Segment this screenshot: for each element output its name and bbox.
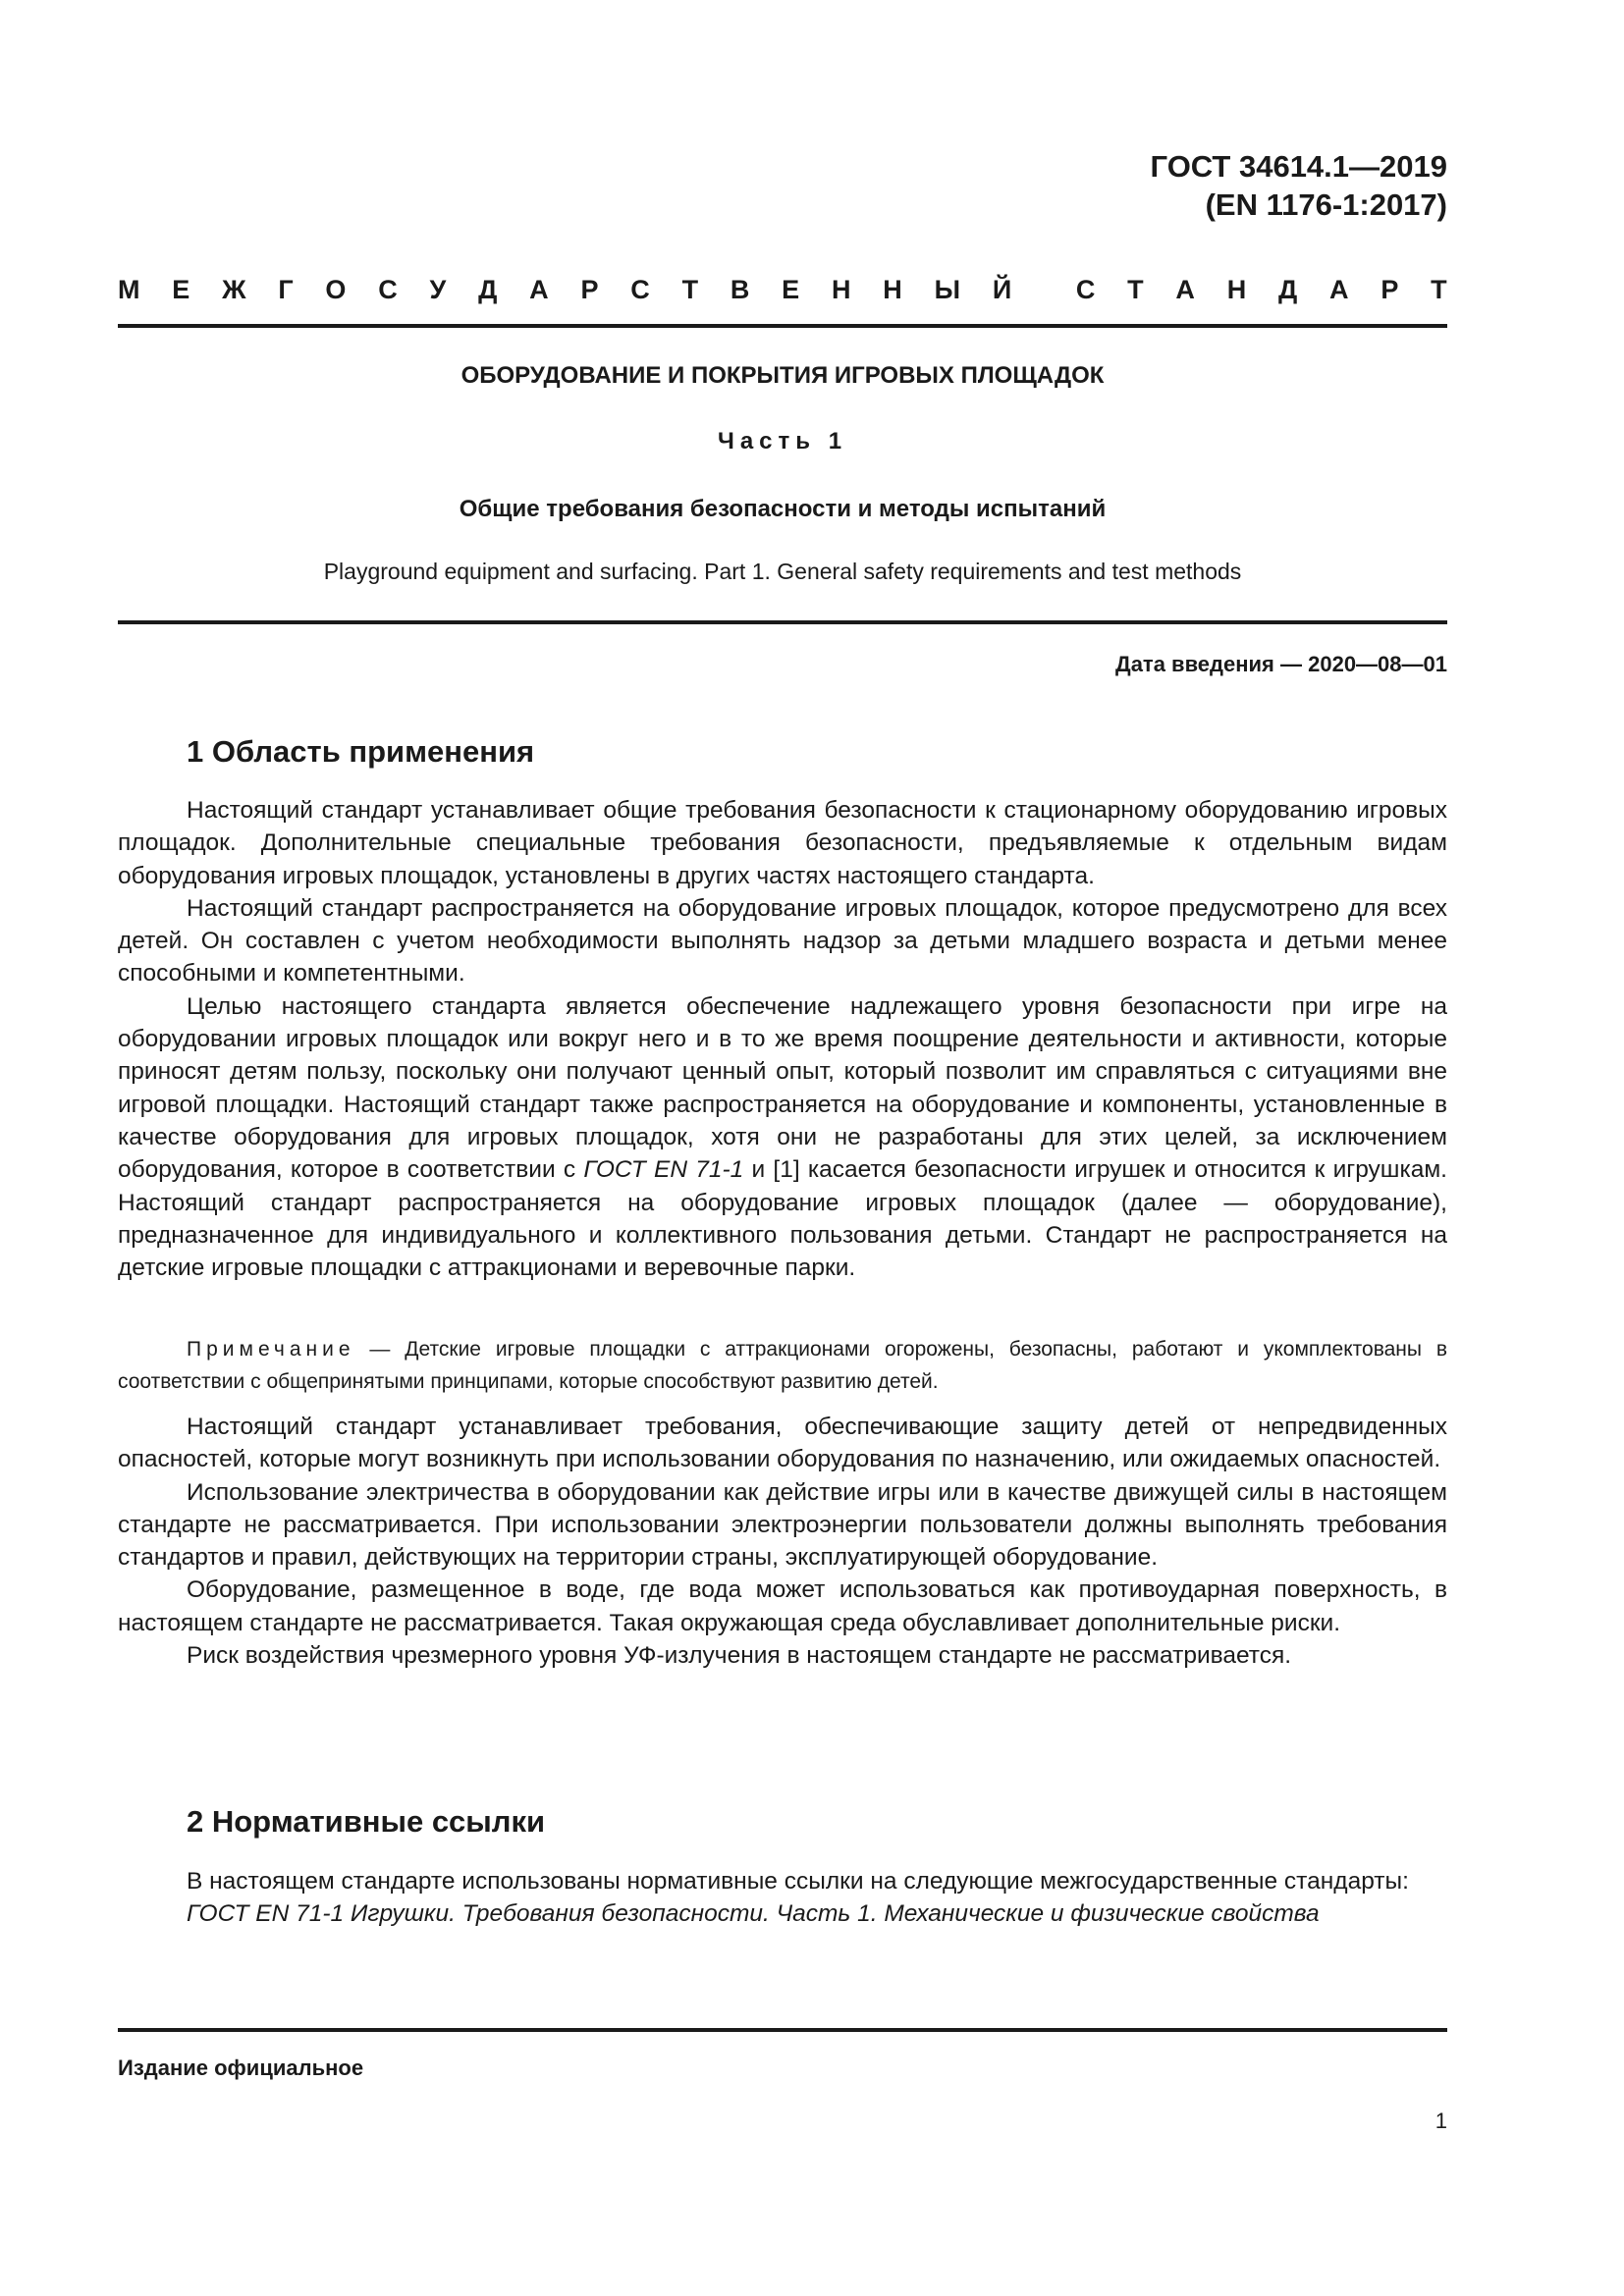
paragraph	[118, 990, 1447, 1285]
interstate-letter: С	[630, 275, 650, 304]
interstate-standard-heading	[118, 275, 1447, 305]
interstate-letter: Г	[278, 275, 294, 304]
standard-reference: ГОСТ EN 71-1	[583, 1156, 744, 1184]
footer-divider	[118, 2028, 1447, 2032]
top-divider	[118, 324, 1447, 328]
interstate-letter: О	[325, 275, 347, 304]
document-number-block	[1151, 147, 1447, 224]
section-2-heading: 2 Нормативные ссылки	[187, 1804, 546, 1839]
interstate-letter: Р	[580, 275, 599, 304]
english-title: Playground equipment and surfacing. Part 1. General safety requirements and test methods	[323, 559, 1242, 584]
interstate-letter: Н	[831, 275, 851, 304]
section-2-body	[118, 1865, 1447, 1931]
interstate-letter: Ж	[222, 275, 246, 304]
interstate-letter: А	[529, 275, 549, 304]
introduction-date: Дата введения — 2020—08—01	[1115, 652, 1447, 676]
note-label: Примечание	[187, 1338, 355, 1361]
part-label: Часть 1	[717, 428, 848, 454]
normative-reference: ГОСТ EN 71-1 Игрушки. Требования безопасности. Часть 1. Механические и физические свойства	[187, 1900, 1320, 1928]
interstate-letter: А	[1329, 275, 1349, 304]
official-edition-label: Издание официальное	[118, 2056, 364, 2080]
interstate-letter: У	[429, 275, 447, 304]
interstate-letter: А	[1175, 275, 1195, 304]
paragraph: Риск воздействия чрезмерного уровня УФ-излучения в настоящем стандарте не рассматривается.	[187, 1642, 1292, 1670]
interstate-letter: Т	[1431, 275, 1447, 304]
paragraph: В настоящем стандарте использованы нормативные ссылки на следующие межгосударственные стандарты:	[187, 1868, 1409, 1895]
interstate-letter: Т	[1127, 275, 1144, 304]
paragraph-text: и [1] касается безопасности игрушек и относится к игрушкам. Настоящий стандарт распространяется на оборудование игровых площадок (далее — оборудование), предназначенное для индивидуального и коллективного пользования детьми. Стандарт не распространяется на детские игровые площадки с аттракционами и веревочные парки.	[118, 1156, 1447, 1282]
paragraph-text: Целью настоящего стандарта является обеспечение надлежащего уровня безопасности при игре на оборудовании игровых площадок или вокруг него и в то же время поощрение деятельности и активности, которые приносят детям пользу, поскольку они получают ценный опыт, который позволит им справляться с ситуациями вне игровой площадки. Настоящий стандарт также распространяется на оборудование и компоненты, установленные в качестве оборудования для игровых площадок, хотя они не разработаны для этих целей, за исключением оборудования, которое в соответствии с	[118, 992, 1447, 1184]
interstate-letter: Р	[1380, 275, 1399, 304]
note	[118, 1333, 1447, 1398]
paragraph: Использование электричества в оборудовании как действие игры или в качестве движущей силы в настоящем стандарте не рассматривается. При использовании электроэнергии пользователи должны выполнять требования стандартов и правил, действующих на территории страны, эксплуатирующей оборудование.	[118, 1478, 1447, 1572]
interstate-letter: Ы	[934, 275, 961, 304]
standard-subtitle: Общие требования безопасности и методы испытаний	[459, 496, 1107, 522]
interstate-letter: Н	[883, 275, 902, 304]
interstate-letter: М	[118, 275, 140, 304]
interstate-letter: Е	[782, 275, 800, 304]
document-number-en: (EN 1176-1:2017)	[1205, 187, 1447, 222]
interstate-letter: Д	[478, 275, 498, 304]
paragraph: Настоящий стандарт распространяется на оборудование игровых площадок, которое предусмотрено для всех детей. Он составлен с учетом необходимости выполнять надзор за детьми младшего возраста и детьми менее способными и компетентными.	[118, 894, 1447, 988]
title-divider	[118, 620, 1447, 624]
standard-title: ОБОРУДОВАНИЕ И ПОКРЫТИЯ ИГРОВЫХ ПЛОЩАДОК	[460, 362, 1105, 389]
paragraph: Настоящий стандарт устанавливает общие требования безопасности к стационарному оборудованию игровых площадок. Дополнительные специальные требования безопасности, предъявляемые к отдельным видам оборудования игровых площадок, установлены в других частях настоящего стандарта.	[118, 797, 1447, 889]
interstate-letter: Й	[992, 275, 1012, 304]
section-1-heading: 1 Область применения	[187, 734, 535, 769]
interstate-letter: С	[378, 275, 398, 304]
document-number: ГОСТ 34614.1—2019	[1150, 149, 1447, 184]
note-text: — Детские игровые площадки с аттракционами огорожены, безопасны, работают и укомплектованы в соответствии с общепринятыми принципами, которые способствуют развитию детей.	[118, 1338, 1447, 1393]
page-number: 1	[1435, 2109, 1447, 2133]
paragraph: Настоящий стандарт устанавливает требования, обеспечивающие защиту детей от непредвиденных опасностей, которые могут возникнуть при использовании оборудования по назначению, или ожидаемых опасностей.	[118, 1414, 1447, 1473]
section-1-body-continued	[118, 1411, 1447, 1672]
interstate-letter: Е	[172, 275, 190, 304]
interstate-letter: Т	[681, 275, 699, 304]
section-1-body	[118, 794, 1447, 1284]
interstate-letter: Н	[1226, 275, 1247, 304]
interstate-letter: В	[730, 275, 750, 304]
paragraph: Оборудование, размещенное в воде, где вода может использоваться как противоударная поверхность, в настоящем стандарте не рассматривается. Такая окружающая среда обуславливает дополнительные риски.	[118, 1576, 1447, 1636]
interstate-letter: С	[1075, 275, 1096, 304]
interstate-letter: Д	[1278, 275, 1298, 304]
